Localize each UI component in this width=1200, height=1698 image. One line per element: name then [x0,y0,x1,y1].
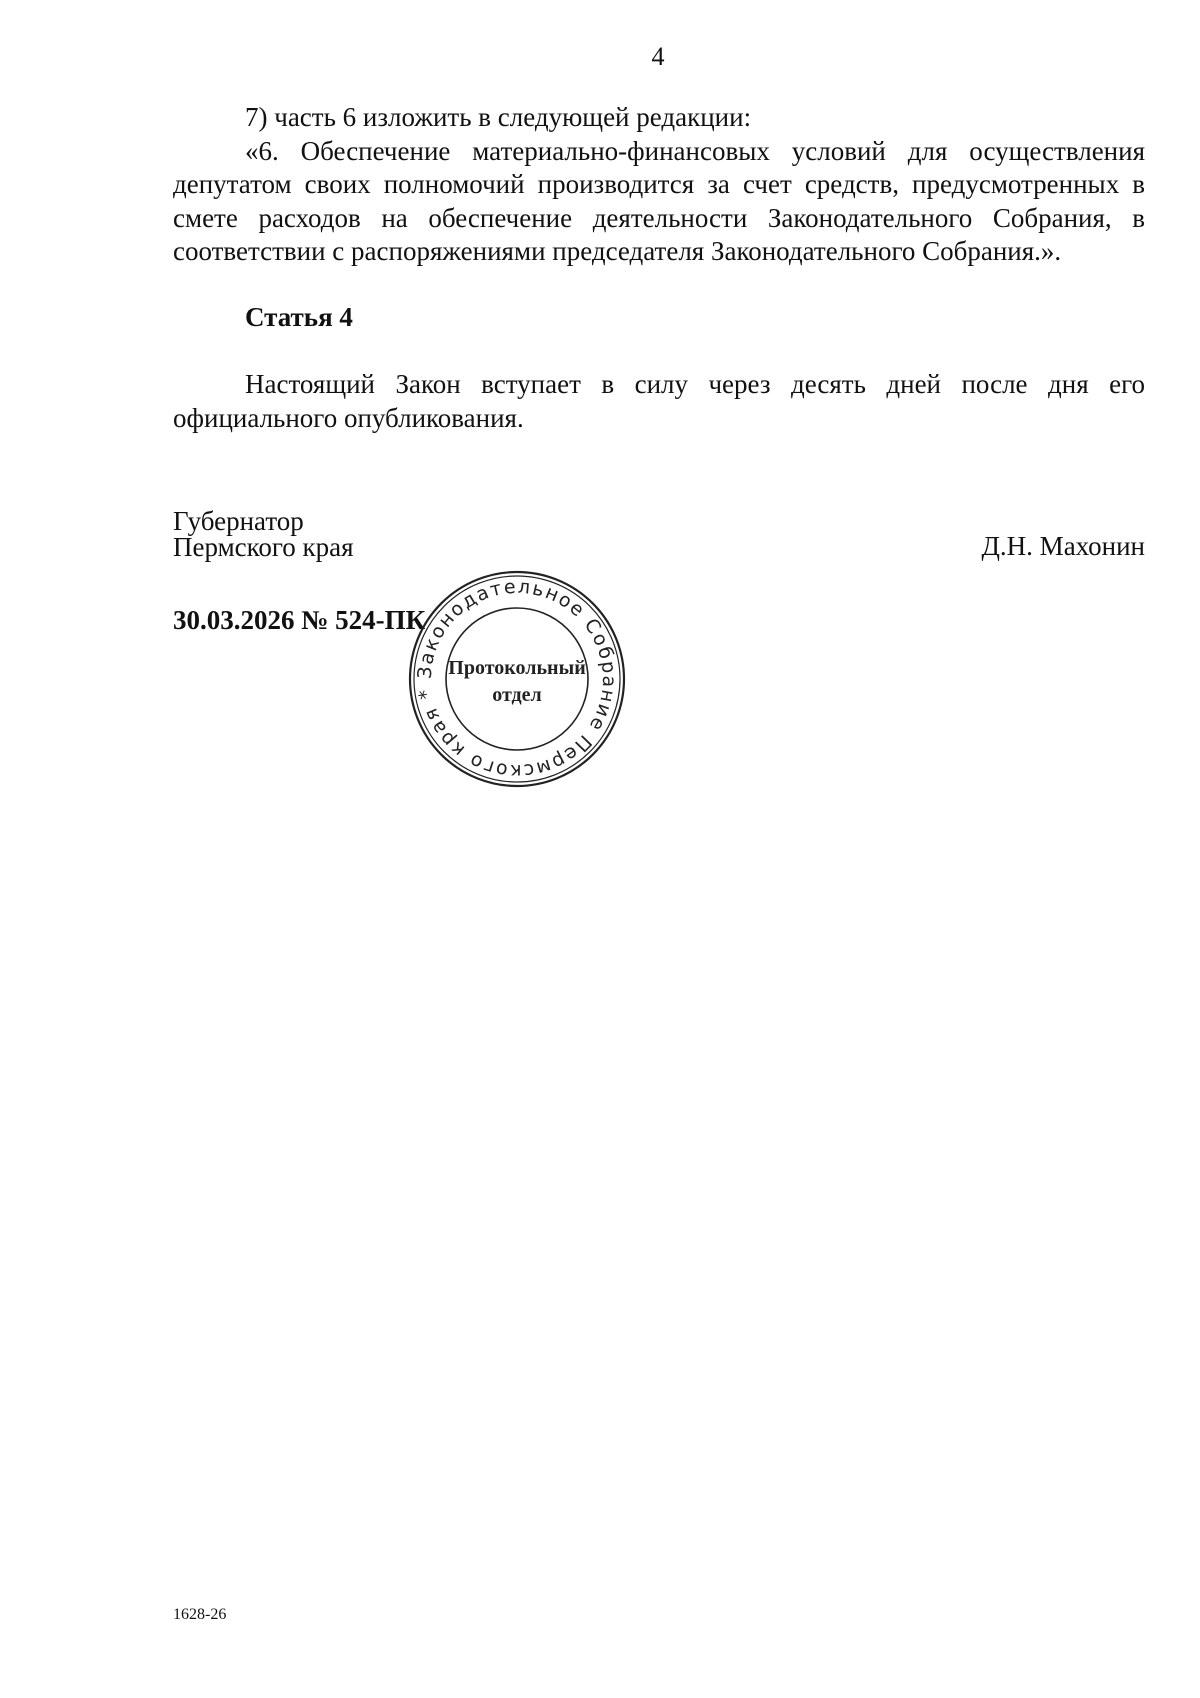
amendment-text: «6. Обеспечение материально-финансовых условий для осуществления депутатом своих полномочий производится за счет средств, предусмотренных в смете расходов на обеспечение деятельности Законодательного Собрания, в соответствии с распоряжениями председателя Законодательного Собрания.». [173,135,1145,266]
signature-title-line2: Пермского края [173,532,354,562]
article-block [173,368,1145,435]
stamp-center-line1: Протокольный [448,657,586,679]
document-code: 1628-26 [173,1606,227,1623]
stamp-outer-text: Законодательное Собрание Пермского края * [413,575,621,783]
amendment-block [173,101,1145,269]
article-heading: Статья 4 [245,302,353,332]
article-text: Настоящий Закон вступает в силу через десять дней после дня его официального опубликования. [173,369,1145,433]
stamp-inner-ring [446,608,588,750]
page-number: 4 [651,42,665,71]
signature-title-line1: Губернатор [173,506,304,536]
signature-title [173,508,354,560]
stamp-center-line2: отдел [492,684,542,706]
stamp-outer-ring [410,572,624,786]
signature-name: Д.Н. Махонин [981,531,1145,561]
amendment-intro: 7) часть 6 изложить в следующей редакции: [245,102,752,132]
official-stamp [405,567,629,791]
law-date-number: 30.03.2026 № 524-ПК [173,605,426,635]
